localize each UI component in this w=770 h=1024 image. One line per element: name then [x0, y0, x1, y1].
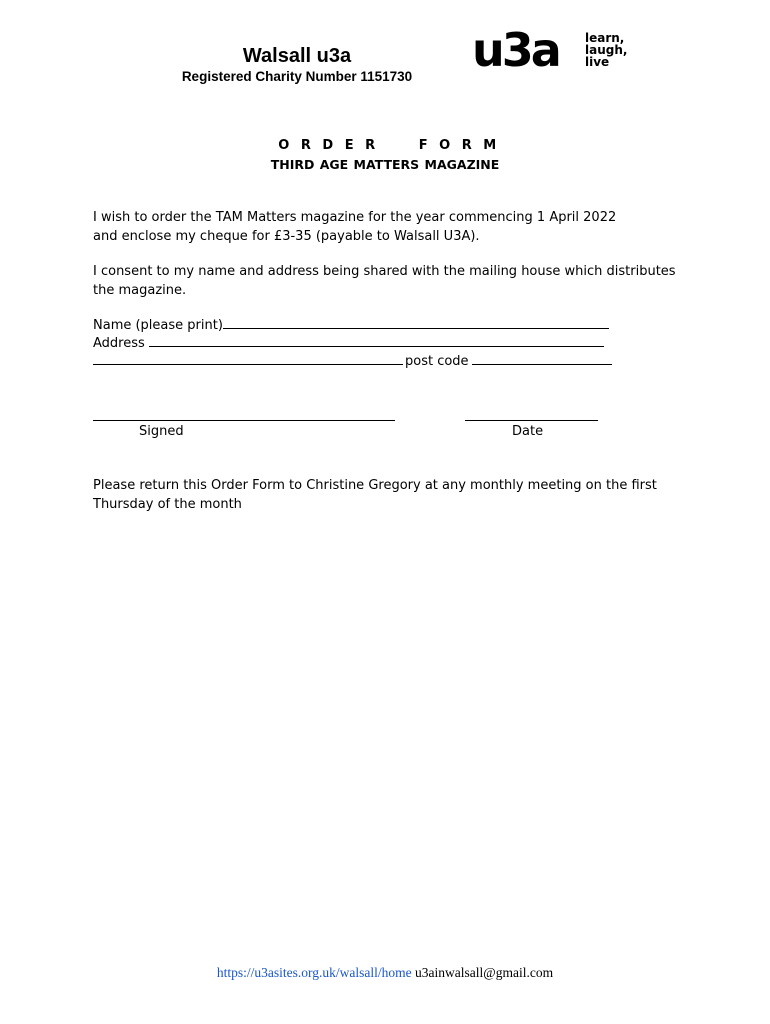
- return-instructions-line: Thursday of the month: [93, 496, 242, 512]
- return-instructions: [93, 477, 673, 514]
- consent-paragraph-line: I consent to my name and address being shared with the mailing house which distributes: [93, 264, 676, 279]
- address-field-row: [93, 334, 604, 353]
- u3a-logo: [472, 28, 632, 72]
- signature-field[interactable]: [93, 420, 395, 421]
- address-label: Address: [93, 336, 145, 351]
- logo-wordmark: u3a: [472, 28, 559, 72]
- logo-tagline-live: live: [585, 55, 610, 69]
- form-title: O R D E R F O R M: [278, 138, 500, 153]
- signed-label: Signed: [139, 424, 184, 439]
- form-subtitle: THIRD AGE MATTERS MAGAZINE: [270, 157, 500, 172]
- return-instructions-line: Please return this Order Form to Christine Gregory at any monthly meeting on the first: [93, 478, 657, 493]
- order-paragraph-line: I wish to order the TAM Matters magazine for the year commencing 1 April 2022: [93, 210, 617, 225]
- logo-tagline-laugh: laugh,: [585, 43, 628, 57]
- date-label: Date: [512, 424, 544, 439]
- consent-paragraph-line: the magazine.: [93, 282, 187, 298]
- website-link[interactable]: https://u3asites.org.uk/walsall/home: [216, 965, 412, 980]
- address-postcode-row: [93, 352, 612, 371]
- address-field[interactable]: [149, 334, 604, 347]
- name-label: Name (please print): [93, 318, 223, 333]
- order-paragraph-line: and enclose my cheque for £3-35 (payable to Walsall U3A).: [93, 228, 480, 244]
- footer: [0, 964, 770, 982]
- logo-tagline-learn: learn,: [585, 31, 625, 45]
- date-field[interactable]: [465, 420, 598, 421]
- name-field[interactable]: [223, 316, 609, 329]
- postcode-label: post code: [405, 354, 469, 369]
- organisation-name: Walsall u3a: [242, 45, 352, 67]
- contact-email: u3ainwalsall@gmail.com: [415, 965, 554, 980]
- postcode-field[interactable]: [472, 352, 612, 365]
- name-field-row: [93, 316, 609, 335]
- consent-paragraph: [93, 263, 676, 300]
- charity-number: Registered Charity Number 1151730: [181, 69, 413, 84]
- address-line-2-field[interactable]: [93, 352, 403, 365]
- order-paragraph: [93, 209, 673, 246]
